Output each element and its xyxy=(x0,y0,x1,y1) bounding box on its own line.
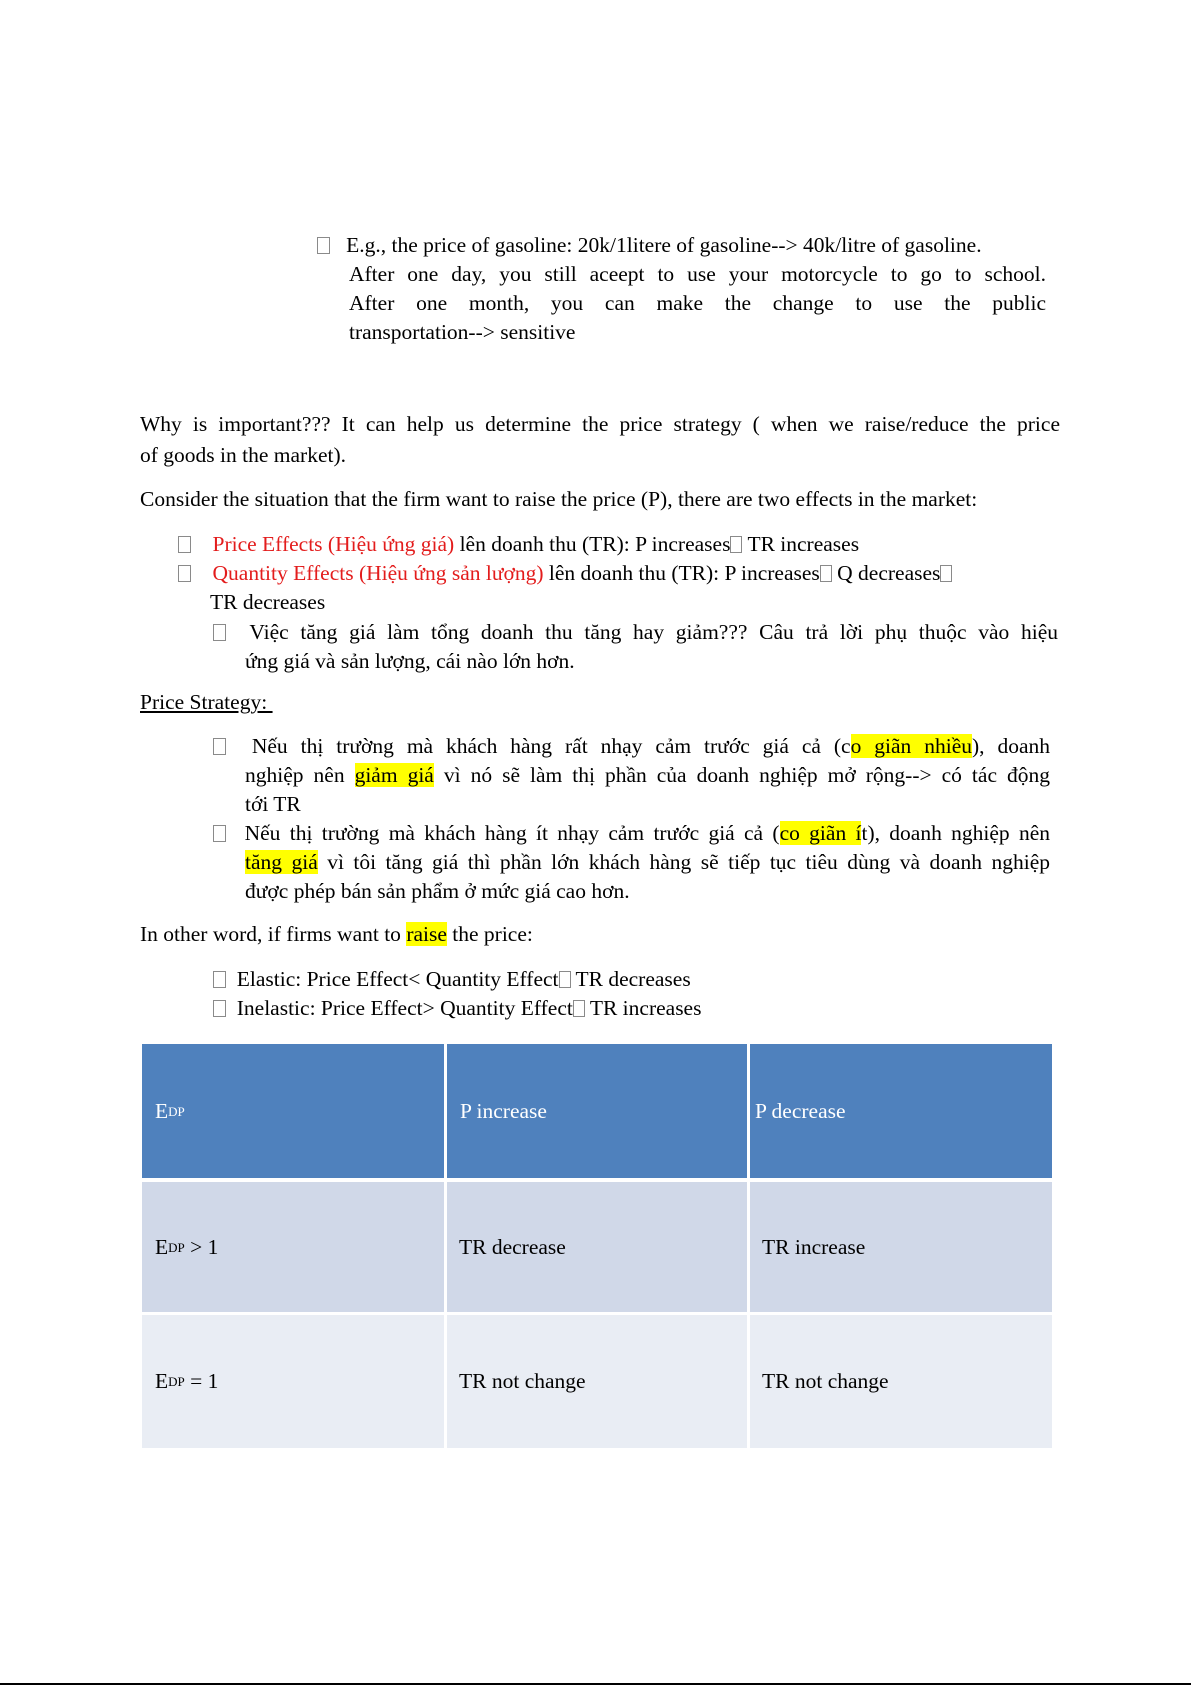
table-cell: TR decrease xyxy=(447,1182,747,1312)
highlight: tăng giá xyxy=(245,850,318,874)
bullet-icon xyxy=(213,738,226,755)
cases-list xyxy=(213,965,701,1023)
bullet-icon xyxy=(213,1000,226,1017)
example-line-1: E.g., the price of gasoline: 20k/1litere of gasoline--> 40k/litre of gasoline. xyxy=(317,231,1057,260)
table-header-cell: P decrease xyxy=(750,1044,1052,1178)
arrow-right-icon xyxy=(573,1000,585,1017)
example-line-3: After one month, you can make the change to use the public xyxy=(349,291,1046,315)
price-effect-label: Price Effects (Hiệu ứng giá) xyxy=(212,532,455,556)
example-block xyxy=(317,231,1057,347)
strategy-item-2: Nếu thị trường mà khách hàng ít nhạy cảm trước giá cả (co giãn ít), doanh nghiệp nên tăng giá vì tôi tăng giá thì phần lớn khách hàng sẽ tiếp tục tiêu dùng và doanh nghiệp được phép bán sản phẩm ở mức giá cao hơn. xyxy=(213,819,1050,906)
arrow-right-icon xyxy=(940,565,952,582)
arrow-right-icon xyxy=(559,971,571,988)
list-item-elastic: Elastic: Price Effect< Quantity Effect TR decreases xyxy=(213,965,701,994)
price-strategy-heading: Price Strategy: xyxy=(140,690,273,714)
consider-paragraph: Consider the situation that the firm want to raise the price (P), there are two effects in the market: xyxy=(140,487,978,511)
quantity-effect-continuation: TR decreases xyxy=(210,590,326,614)
table-row xyxy=(140,1182,1054,1312)
table-header-cell: E DP xyxy=(142,1044,444,1178)
bullet-icon xyxy=(213,825,226,842)
bullet-icon xyxy=(213,971,226,988)
arrow-right-icon xyxy=(730,536,742,553)
example-line-2: After one day, you still aceept to use your motorcycle to go to school. xyxy=(349,262,1046,286)
highlight: o giãn nhiều xyxy=(850,734,972,758)
highlight: giảm giá xyxy=(354,763,434,787)
table-header-row xyxy=(140,1044,1054,1178)
effects-list xyxy=(178,530,1058,676)
why-paragraph xyxy=(140,410,1060,470)
bullet-icon xyxy=(178,565,191,582)
arrow-right-icon xyxy=(820,565,832,582)
conclusion-line-2: ứng giá và sản lượng, cái nào lớn hơn. xyxy=(245,649,575,673)
table-cell: E DP = 1 xyxy=(142,1315,444,1448)
table-cell: TR increase xyxy=(750,1182,1052,1312)
bullet-icon xyxy=(213,624,226,641)
list-item-inelastic: Inelastic: Price Effect> Quantity Effect TR increases xyxy=(213,994,701,1023)
table-cell: E DP > 1 xyxy=(142,1182,444,1312)
table-header-cell: P increase xyxy=(447,1044,747,1178)
table-row xyxy=(140,1315,1054,1448)
conclusion-line-1: Việc tăng giá làm tổng doanh thu tăng hay giảm??? Câu trả lời phụ thuộc vào hiệu xyxy=(249,620,1059,644)
list-item-price-effect: Price Effects (Hiệu ứng giá) lên doanh thu (TR): P increases TR increases xyxy=(178,530,1058,559)
table-cell: TR not change xyxy=(447,1315,747,1448)
why-line-2: of goods in the market). xyxy=(140,443,346,467)
example-line-4: transportation--> sensitive xyxy=(349,320,576,344)
strategy-item-1: Nếu thị trường mà khách hàng rất nhạy cảm trước giá cả (co giãn nhiều), doanh nghiệp nên giảm giá vì nó sẽ làm thị phần của doanh nghiệp mở rộng--> có tác động tới TR xyxy=(213,732,1050,819)
highlight: co giãn í xyxy=(779,821,862,845)
elasticity-table xyxy=(140,1040,1054,1450)
list-item-quantity-effect: Quantity Effects (Hiệu ứng sản lượng) lên doanh thu (TR): P increases Q decreases xyxy=(178,559,1058,588)
conclusion-item xyxy=(213,618,1058,676)
strategy-list xyxy=(213,732,1050,906)
table-cell: TR not change xyxy=(750,1315,1052,1448)
quantity-effect-label: Quantity Effects (Hiệu ứng sản lượng) xyxy=(212,561,544,585)
why-line-1: Why is important??? It can help us determine the price strategy ( when we raise/reduce the price xyxy=(140,412,1060,436)
bullet-icon xyxy=(178,536,191,553)
other-word-paragraph: In other word, if firms want to raise the price: xyxy=(140,922,533,946)
bullet-icon xyxy=(317,237,330,254)
highlight: raise xyxy=(406,922,447,946)
